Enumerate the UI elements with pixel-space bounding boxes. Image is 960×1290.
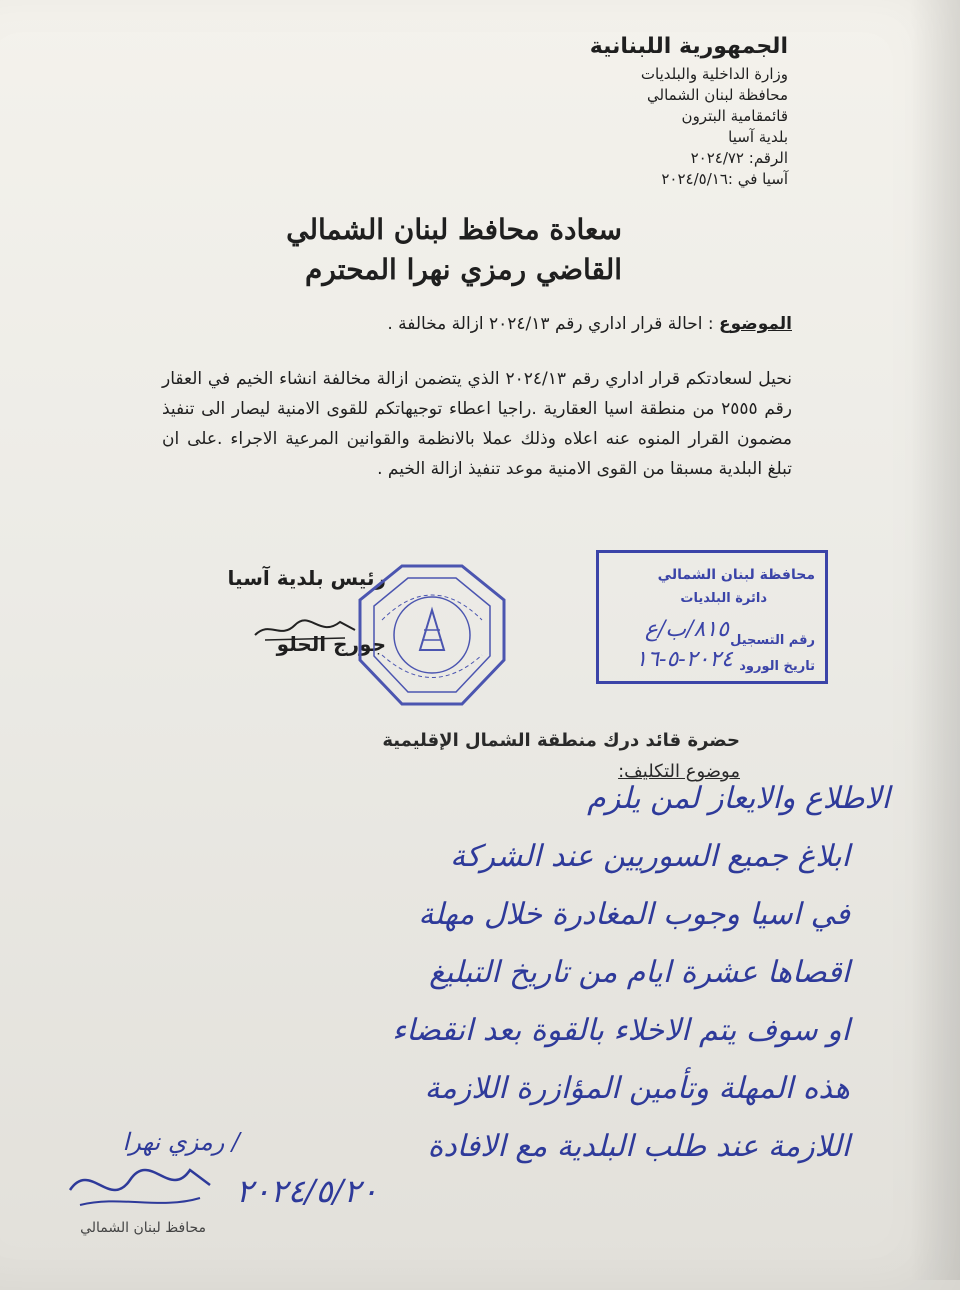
governor-signature-scribble <box>60 1150 220 1220</box>
mayor-signature-scribble <box>250 610 360 650</box>
paper-edge-shadow <box>910 0 960 1280</box>
district-name: قائمقامية البترون <box>681 107 788 125</box>
stamp-reg-value: ٨١٥/ب/ع <box>644 617 729 642</box>
addressee-line-1: سعادة محافظ لبنان الشمالي <box>286 213 622 246</box>
handwritten-line: او سوف يتم الاخلاء بالقوة بعد انقضاء <box>392 1013 850 1048</box>
reference-number: الرقم: ٢٠٢٤/٧٢ <box>690 149 788 167</box>
addressee <box>286 210 622 290</box>
municipality-seal <box>352 560 512 710</box>
handwritten-line: هذه المهلة وتأمين المؤازرة اللازمة <box>424 1071 850 1106</box>
subject-line <box>387 314 792 334</box>
ministry-name: وزارة الداخلية والبلديات <box>640 65 788 83</box>
letter-date: آسيا في :٢٠٢٤/٥/١٦ <box>661 170 788 188</box>
governor-caption: محافظ لبنان الشمالي <box>80 1220 206 1236</box>
mayor-name: جورج الحلو <box>276 632 386 656</box>
stamp-department: دائرة البلديات <box>680 591 767 606</box>
country-name: الجمهورية اللبنانية <box>589 34 788 59</box>
handwritten-line: ابلاغ جميع السوريين عند الشركة <box>450 839 850 874</box>
handwritten-instructions <box>70 770 890 1176</box>
municipality-name: بلدية آسيا <box>728 128 788 146</box>
subject-label: الموضوع <box>719 314 792 334</box>
stamp-governorate: محافظة لبنان الشمالي <box>657 567 815 583</box>
handwritten-line: اللازمة عند طلب البلدية مع الافادة <box>427 1129 850 1164</box>
stamp-arrival-label: تاريخ الورود <box>739 659 815 674</box>
order-recipient: حضرة قائد درك منطقة الشمال الإقليمية <box>382 730 740 751</box>
stamp-arrival-value: ٢٠٢٤-٥-١٦ <box>635 647 733 672</box>
addressee-line-2: القاضي رمزي نهرا المحترم <box>305 253 622 286</box>
letterhead <box>590 30 788 190</box>
handwritten-line: في اسيا وجوب المغادرة خلال مهلة <box>418 897 850 932</box>
order-task-label: موضوع التكليف: <box>618 761 740 782</box>
governor-handwritten-date: ٢٠٢٤/٥/٢٠ <box>236 1172 378 1210</box>
subject-text: : احالة قرار اداري رقم ٢٠٢٤/١٣ ازالة مخالفة . <box>387 314 714 334</box>
registration-stamp <box>596 550 828 684</box>
stamp-reg-label: رقم التسجيل <box>730 633 815 648</box>
letter-body: نحيل لسعادتكم قرار اداري رقم ٢٠٢٤/١٣ الذي يتضمن ازالة مخالفة انشاء الخيم في العقار رقم ٢٥٥٥ من منطقة اسيا العقارية .راجيا اعطاء توجيهاتكم للقوى الامنية ليصار الى تنفيذ مضمون القرار المنوه عنه اعلاه وذلك عملا بالانظمة والقوانين المرعية الاجراء .على ان تبلغ البلدية مسبقا من القوى الامنية موعد تنفيذ ازالة الخيم . <box>162 369 792 479</box>
governorate-name: محافظة لبنان الشمالي <box>647 86 788 104</box>
handwritten-line: اقصاها عشرة ايام من تاريخ التبليغ <box>429 955 850 990</box>
governor-handwritten-name: / رمزي نهرا <box>122 1128 240 1156</box>
handwritten-line: الاطلاع والايعاز لمن يلزم <box>587 781 890 816</box>
mayor-title: رئيس بلدية آسيا <box>227 566 386 590</box>
